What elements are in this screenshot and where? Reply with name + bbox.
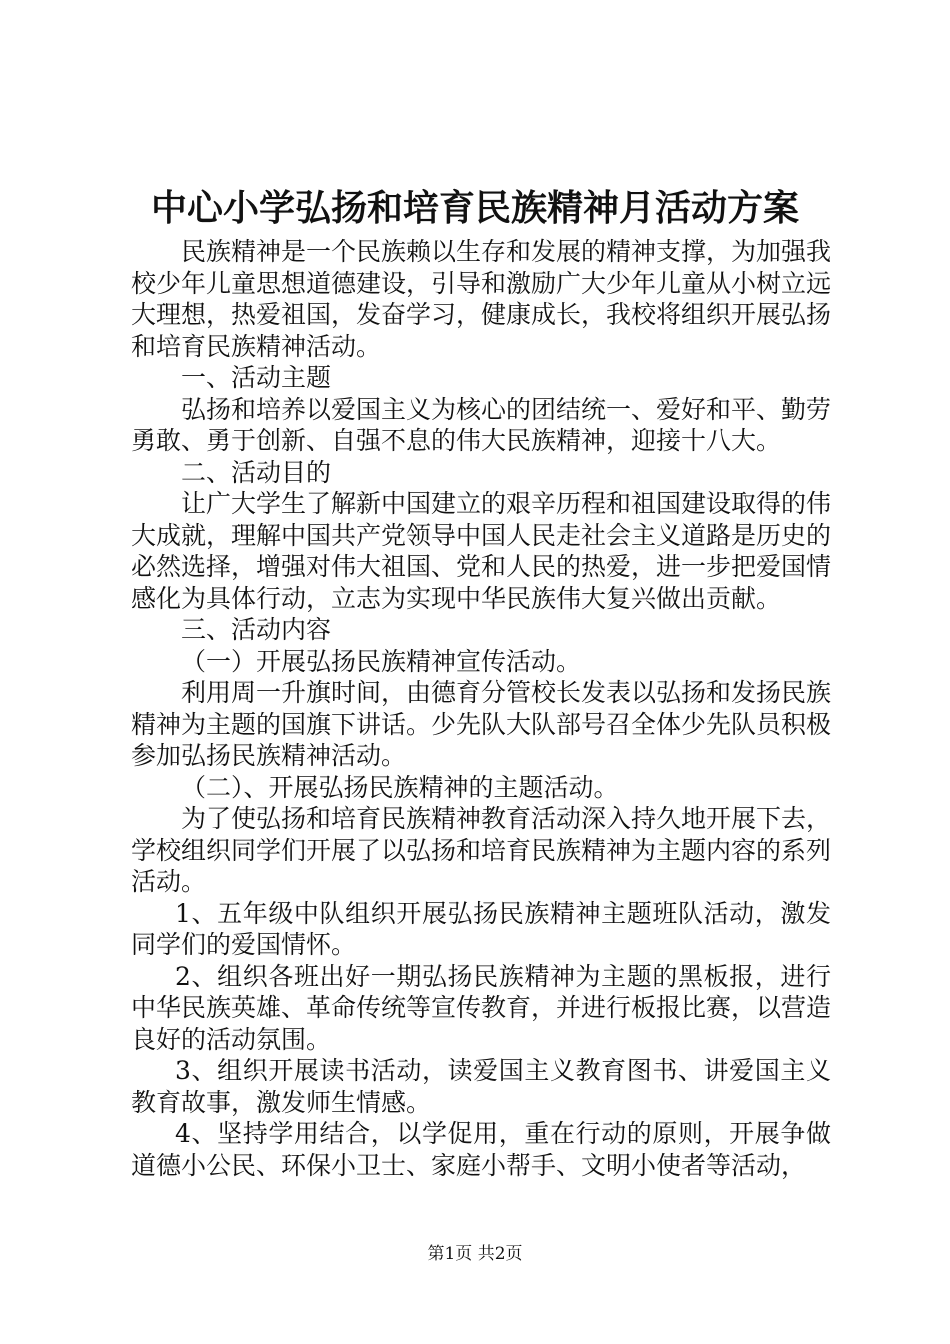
paragraph-intro: 民族精神是一个民族赖以生存和发展的精神支撑，为加强我校少年儿童思想道德建设，引导和激励广大少年儿童从小树立远大理想，热爱祖国，发奋学习，健康成长，我校将组织开展弘扬和培育民族精神活动。 [131,237,832,361]
section-heading-purpose: 二、活动目的 [181,457,332,487]
paragraph-subsection-1: 利用周一升旗时间，由德育分管校长发表以弘扬和发扬民族精神为主题的国旗下讲话。少先队大队部号召全体少先队员积极参加弘扬民族精神活动。 [131,678,832,770]
list-item-1: 1、五年级中队组织开展弘扬民族精神主题班队活动，激发同学们的爱国情怀。 [131,898,831,959]
list-item-3: 3、组织开展读书活动，读爱国主义教育图书、讲爱国主义教育故事，激发师生情感。 [131,1056,831,1117]
list-item-4: 4、坚持学用结合，以学促用，重在行动的原则，开展争做道德小公民、环保小卫士、家庭小帮手、文明小使者等活动， [131,1119,831,1180]
list-item-2: 2、组织各班出好一期弘扬民族精神为主题的黑板报，进行中华民族英雄、革命传统等宣传教育，并进行板报比赛，以营造良好的活动氛围。 [131,961,832,1054]
paragraph-theme: 弘扬和培养以爱国主义为核心的团结统一、爱好和平、勤劳勇敢、勇于创新、自强不息的伟大民族精神，迎接十八大。 [131,394,832,455]
subsection-heading-2: （二）、开展弘扬民族精神的主题活动。 [181,772,619,802]
section-heading-theme: 一、活动主题 [181,363,332,392]
document-title: 中心小学弘扬和培育民族精神月活动方案 [150,187,799,229]
page-footer: 第1页 共2页 [427,1244,523,1264]
section-heading-content: 三、活动内容 [181,615,332,644]
subsection-heading-1: （一）开展弘扬民族精神宣传活动。 [181,646,582,676]
paragraph-subsection-2: 为了使弘扬和培育民族精神教育活动深入持久地开展下去，学校组织同学们开展了以弘扬和培育民族精神为主题内容的系列活动。 [131,804,832,896]
document-body [131,236,831,1181]
paragraph-purpose: 让广大学生了解新中国建立的艰辛历程和祖国建设取得的伟大成就，理解中国共产党领导中国人民走社会主义道路是历史的必然选择，增强对伟大祖国、党和人民的热爱，进一步把爱国情感化为具体行动，立志为实现中华民族伟大复兴做出贡献。 [131,489,832,613]
